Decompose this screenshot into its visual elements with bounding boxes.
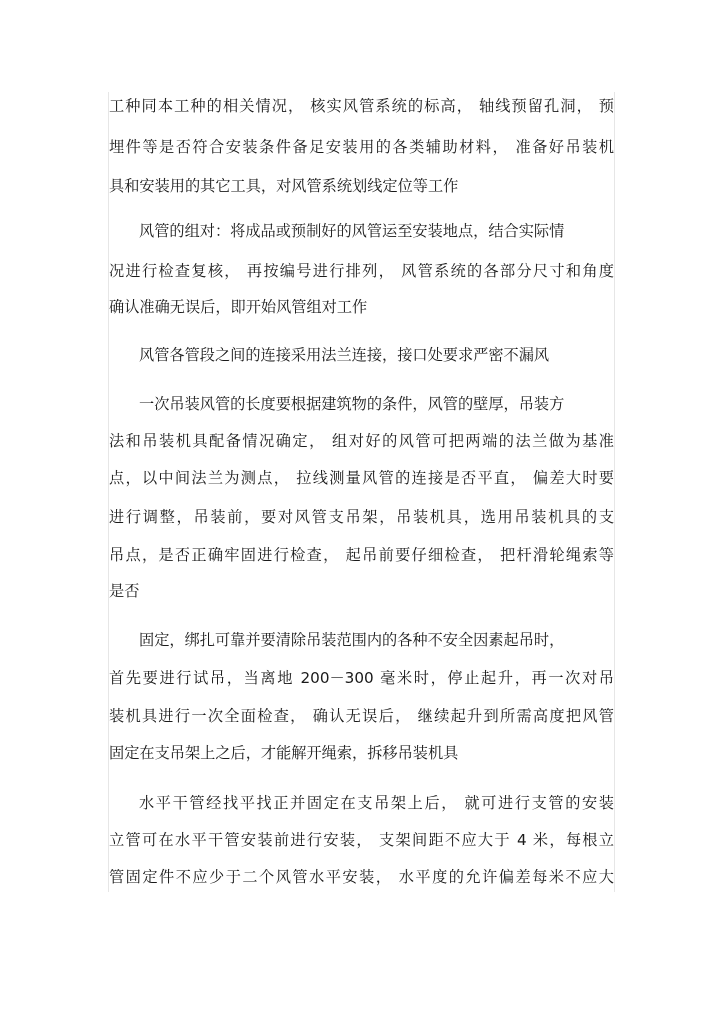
text-line: 工种同本工种的相关情况， 核实风管系统的标高， 轴线预留孔洞， 预 [109,97,614,115]
text-line: 固定在支吊架上之后，才能解开绳索，拆移吊装机具 [109,744,459,762]
text-line: 装机具进行一次全面检查， 确认无误后， 继续起升到所需高度把风管 [109,707,614,725]
text-line: 是否 [109,582,140,600]
left-margin-rule [108,92,109,892]
text-line: 水平干管经找平找正并固定在支吊架上后， 就可进行支管的安装 [139,794,614,812]
text-line: 管固定件不应少于二个风管水平安装， 水平度的允许偏差每米不应大 [109,868,614,886]
text-line: 一次吊装风管的长度要根据建筑物的条件，风管的壁厚，吊装方 [139,395,565,413]
text-line: 吊点，是否正确牢固进行检查， 起吊前要仔细检查， 把杆滑轮绳索等 [109,546,614,564]
text-line: 立管可在水平干管安装前进行安装， 支架间距不应大于 4 米，每根立 [109,831,614,849]
text-line: 进行调整，吊装前，要对风管支吊架，吊装机具，选用吊装机具的支 [109,508,614,526]
text-line: 确认准确无误后，即开始风管组对工作 [109,298,368,316]
text-line: 埋件等是否符合安装条件备足安装用的各类辅助材料， 准备好吊装机 [109,138,614,156]
text-line: 具和安装用的其它工具，对风管系统划线定位等工作 [109,177,459,195]
text-line: 风管各管段之间的连接采用法兰连接，接口处要求严密不漏风 [139,346,550,364]
text-line: 首先要进行试吊，当离地 200－300 毫米时，停止起升，再一次对吊 [109,669,614,687]
text-line: 固定，绑扎可靠并要清除吊装范围内的各种不安全因素起吊时， [139,631,565,649]
text-line: 点，以中间法兰为测点， 拉线测量风管的连接是否平直， 偏差大时要 [109,469,614,487]
right-margin-rule [614,92,615,892]
text-line: 况进行检查复核， 再按编号进行排列， 风管系统的各部分尺寸和角度 [109,262,614,280]
text-line: 法和吊装机具配备情况确定， 组对好的风管可把两端的法兰做为基准 [109,432,614,450]
text-line: 风管的组对：将成品或预制好的风管运至安装地点，结合实际情 [139,222,565,240]
